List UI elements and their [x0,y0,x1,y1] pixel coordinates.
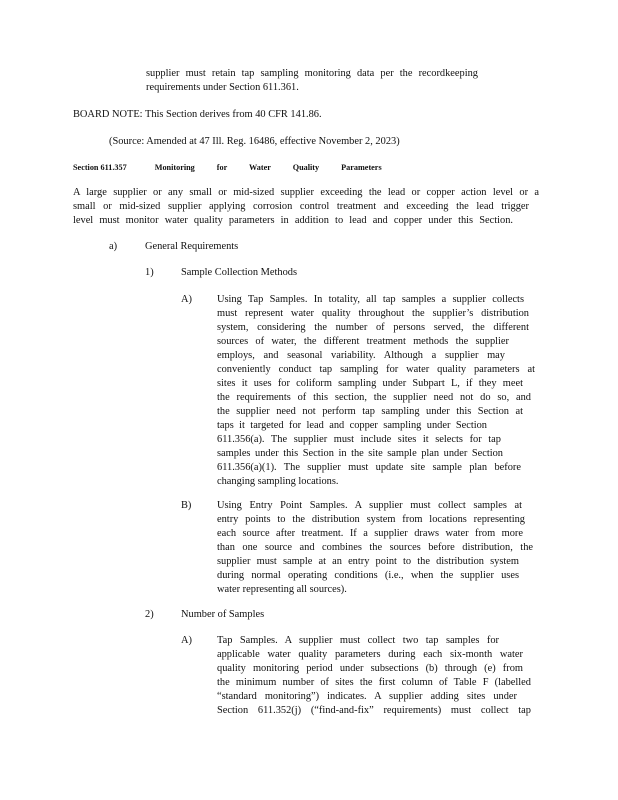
subsection-title: Number of Samples [181,609,265,620]
text-line: Using Tap Samples. In totality, all tap samples a supplier collects [217,294,524,305]
text-line: must represent water quality throughout the supplier’s distribution [217,308,529,319]
top-paragraph [146,67,478,95]
text-line: supplier must sample at an entry point to the distribution system [217,556,519,567]
text-line: sources of water, the different treatment methods the supplier [217,336,509,347]
text-line: samples under this Section in the site sample plan under Section [217,448,503,459]
text-line: employs, and seasonal variability. Although a supplier may [217,350,505,361]
subsection-1A-text [217,293,535,489]
subsection-a [109,240,239,254]
text-line: 611.356(a)(1). The supplier must update site sample plan before [217,462,521,473]
section-title: Monitoring for Water Quality Parameters [154,163,382,172]
subsection-2A-label: A) [181,635,192,646]
text-line: changing sampling locations. [217,476,339,487]
intro-paragraph [73,186,539,228]
text-line: sites it uses for coliform sampling under Subpart L, if they meet [217,378,523,389]
text-line: Using Entry Point Samples. A supplier must collect samples at [217,500,522,511]
subsection-title: Sample Collection Methods [181,267,298,278]
text-line: water representing all sources). [217,584,347,595]
text-line: each source after treatment. If a supplier draws water from more [217,528,523,539]
text-line: the supplier need not perform tap sampling under this Section at [217,406,523,417]
text-line: Tap Samples. A supplier must collect two tap samples for [217,635,499,646]
text-line: small or mid-sized supplier applying corrosion control treatment and exceeding the lead trigger [73,201,529,212]
text-line: the minimum number of sites the first column of Table F (labelled [217,677,531,688]
subsection-label: a) [109,241,118,252]
text-line: Section 611.352(j) (“find-and-fix” requirements) must collect tap [217,705,531,716]
text-line: system, considering the number of persons served, the different [217,322,529,333]
text-line: level must monitor water quality parameters in addition to lead and copper under this Section. [73,215,513,226]
board-note: BOARD NOTE: This Section derives from 40 CFR 141.86. [73,109,322,120]
subsection-1A-label: A) [181,294,192,305]
subsection-2A-text [217,634,533,718]
text-line: quality monitoring period under subsections (b) through (e) from [217,663,523,674]
text-line: the requirements of this section, the supplier need not do so, and [217,392,531,403]
text-line: entry points to the distribution system from locations representing [217,514,525,525]
text-line: “standard monitoring”) indicates. A supplier adding sites under [217,691,517,702]
subsection-title: General Requirements [145,241,239,252]
subsection-1B-label: B) [181,500,192,511]
subsection-1B-text [217,499,533,597]
text-line: 611.356(a). The supplier must include sites it selects for tap [217,434,501,445]
subsection-2 [145,608,265,622]
text-line: during normal operating conditions (i.e., when the supplier uses [217,570,519,581]
section-number: Section 611.357 [73,163,127,172]
text-line: applicable water quality parameters during each six-month water [217,649,523,660]
section-heading [73,161,382,175]
text-line: requirements under Section 611.361. [146,82,299,93]
subsection-1 [145,266,298,280]
text-line: conveniently conduct tap sampling for water quality parameters at [217,364,535,375]
text-line: supplier must retain tap sampling monitoring data per the recordkeeping [146,68,478,79]
source-note: (Source: Amended at 47 Ill. Reg. 16486, effective November 2, 2023) [109,136,400,147]
text-line: taps it targeted for lead and copper sampling under Section [217,420,487,431]
text-line: A large supplier or any small or mid-sized supplier exceeding the lead or copper action level or a [73,187,539,198]
subsection-label: 1) [145,267,154,278]
subsection-label: 2) [145,609,154,620]
text-line: than one source and combines the sources before distribution, the [217,542,533,553]
